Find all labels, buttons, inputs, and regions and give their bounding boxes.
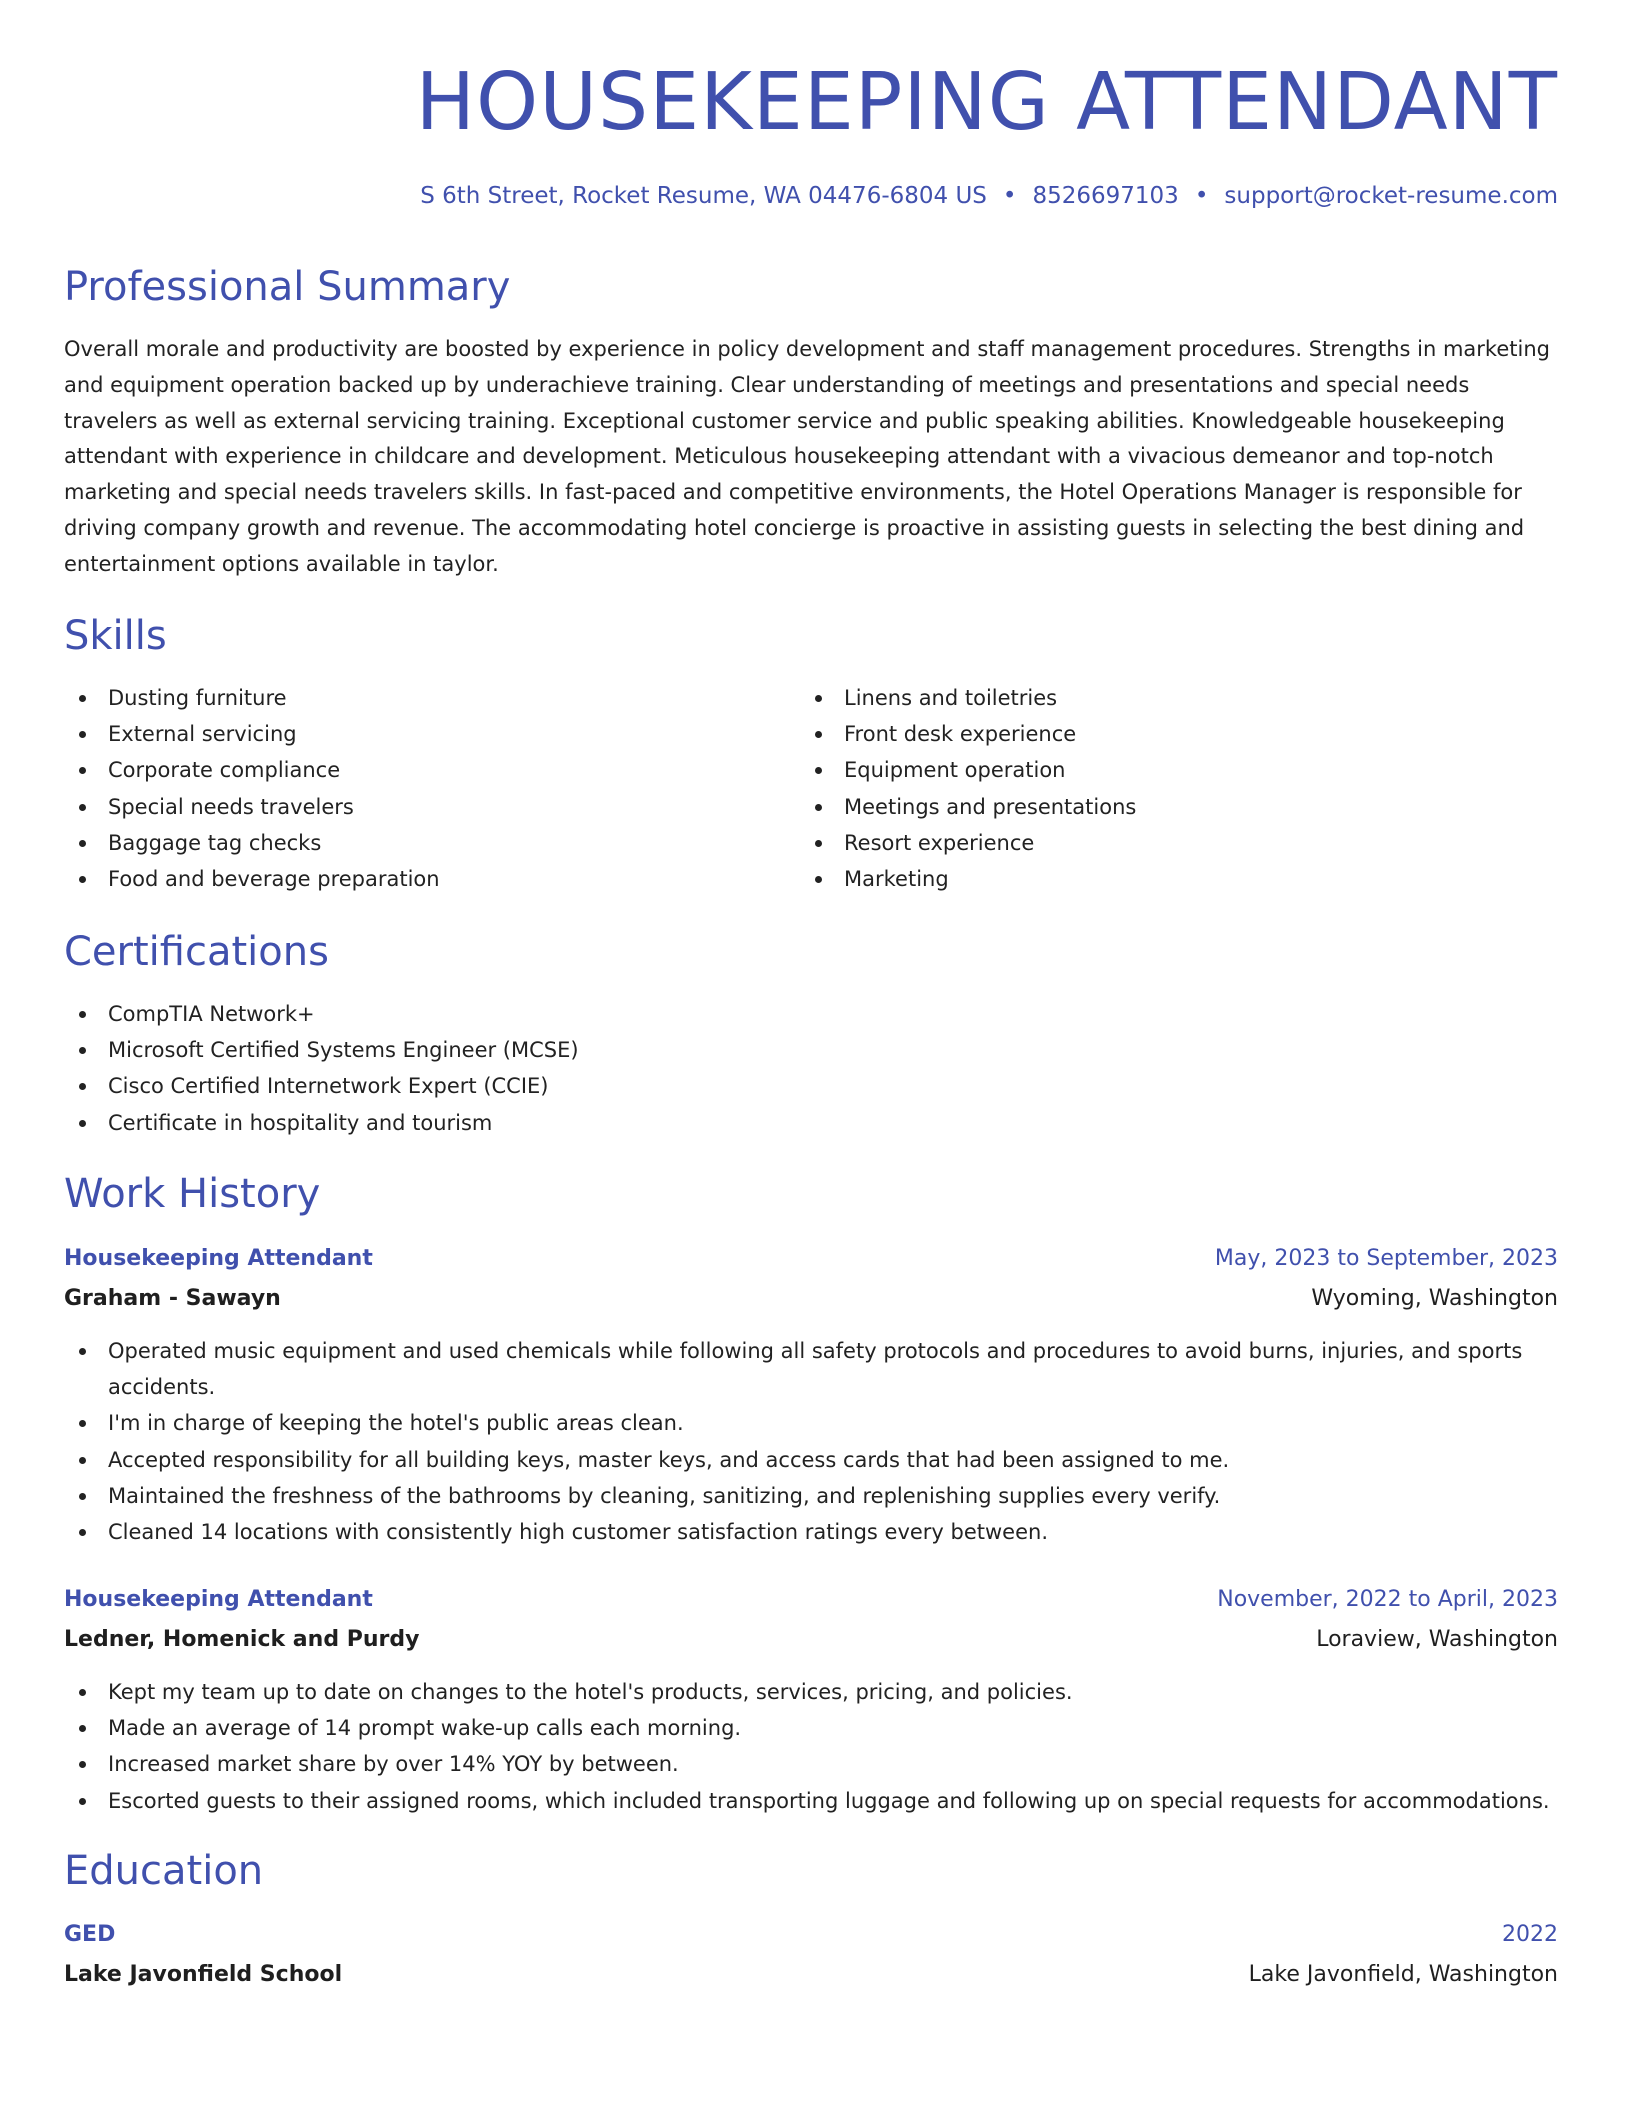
certification-item: Microsoft Certified Systems Engineer (MCSE) [64,1032,579,1068]
skill-item: Baggage tag checks [64,825,440,861]
contact-phone: 8526697103 [1032,183,1179,209]
job-title: Housekeeping Attendant [64,1587,373,1612]
skills-heading: Skills [64,613,167,659]
job-bullets [64,1333,1558,1550]
skill-item: Marketing [800,861,1136,897]
contact-separator: • [1194,183,1209,209]
contact-separator: • [1002,183,1017,209]
education-location: Lake Javonfield, Washington [1248,1962,1558,1987]
skill-item: Dusting furniture [64,680,440,716]
job-bullet: I'm in charge of keeping the hotel's public areas clean. [64,1405,1558,1441]
education-heading: Education [64,1848,264,1894]
job-dates: November, 2022 to April, 2023 [1217,1587,1558,1612]
skill-item: Meetings and presentations [800,789,1136,825]
certification-item: Cisco Certified Internetwork Expert (CCIE) [64,1068,579,1104]
skill-item: Special needs travelers [64,789,440,825]
certifications-list [64,996,579,1141]
job-bullet: Made an average of 14 prompt wake-up calls each morning. [64,1710,1558,1746]
contact-line [420,178,1558,214]
skill-item: Corporate compliance [64,752,440,788]
job-bullet: Cleaned 14 locations with consistently high customer satisfaction ratings every between. [64,1514,1558,1550]
skills-list-left [64,680,440,897]
education-school: Lake Javonfield School [64,1962,343,1987]
job-bullets [64,1674,1558,1819]
summary-text: Overall morale and productivity are boosted by experience in policy development and staff management procedures. Strengths in marketing and equipment operation backed up by underachieve training. Clear understanding of meetings and presentations and special needs travelers as well as external servicing training. Exceptional customer service and public speaking abilities. Knowledgeable housekeeping attendant with experience in childcare and development. Meticulous housekeeping attendant with a vivacious demeanor and top-notch marketing and special needs travelers skills. In fast-paced and competitive environments, the Hotel Operations Manager is responsible for driving company growth and revenue. The accommodating hotel concierge is proactive in assisting guests in selecting the best dining and entertainment options available in taylor. [64,337,1550,576]
certifications-heading: Certifications [64,929,329,975]
job-bullet: Kept my team up to date on changes to the hotel's products, services, pricing, and policies. [64,1674,1558,1710]
certification-item: Certificate in hospitality and tourism [64,1105,579,1141]
skill-item: Linens and toiletries [800,680,1136,716]
job-bullet: Increased market share by over 14% YOY by between. [64,1746,1558,1782]
job-location: Wyoming, Washington [1311,1286,1558,1311]
work-history-heading: Work History [64,1171,321,1217]
job-bullet: Accepted responsibility for all building keys, master keys, and access cards that had been assigned to me. [64,1442,1558,1478]
job-title: Housekeeping Attendant [64,1246,373,1271]
resume-page [64,0,1558,2112]
skill-item: Equipment operation [800,752,1136,788]
skill-item: Front desk experience [800,716,1136,752]
contact-email[interactable]: support@rocket-resume.com [1224,183,1558,209]
skill-item: Resort experience [800,825,1136,861]
job-company: Ledner, Homenick and Purdy [64,1627,420,1652]
skill-item: External servicing [64,716,440,752]
job-company: Graham - Sawayn [64,1286,281,1311]
summary-heading: Professional Summary [64,264,511,310]
job-bullet: Maintained the freshness of the bathrooms by cleaning, sanitizing, and replenishing supplies every verify. [64,1478,1558,1514]
job-bullet: Escorted guests to their assigned rooms, which included transporting luggage and following up on special requests for accommodations. [64,1783,1558,1819]
job-dates: May, 2023 to September, 2023 [1214,1246,1558,1271]
candidate-name: HOUSEKEEPING ATTENDANT [415,56,1558,148]
contact-address: S 6th Street, Rocket Resume, WA 04476-6804 US [420,183,987,209]
education-year: 2022 [1502,1922,1558,1947]
education-degree: GED [64,1922,116,1947]
skills-list-right [800,680,1136,897]
job-bullet: Operated music equipment and used chemicals while following all safety protocols and procedures to avoid burns, injuries, and sports accidents. [64,1333,1558,1405]
job-location: Loraview, Washington [1316,1627,1558,1652]
skill-item: Food and beverage preparation [64,861,440,897]
certification-item: CompTIA Network+ [64,996,579,1032]
